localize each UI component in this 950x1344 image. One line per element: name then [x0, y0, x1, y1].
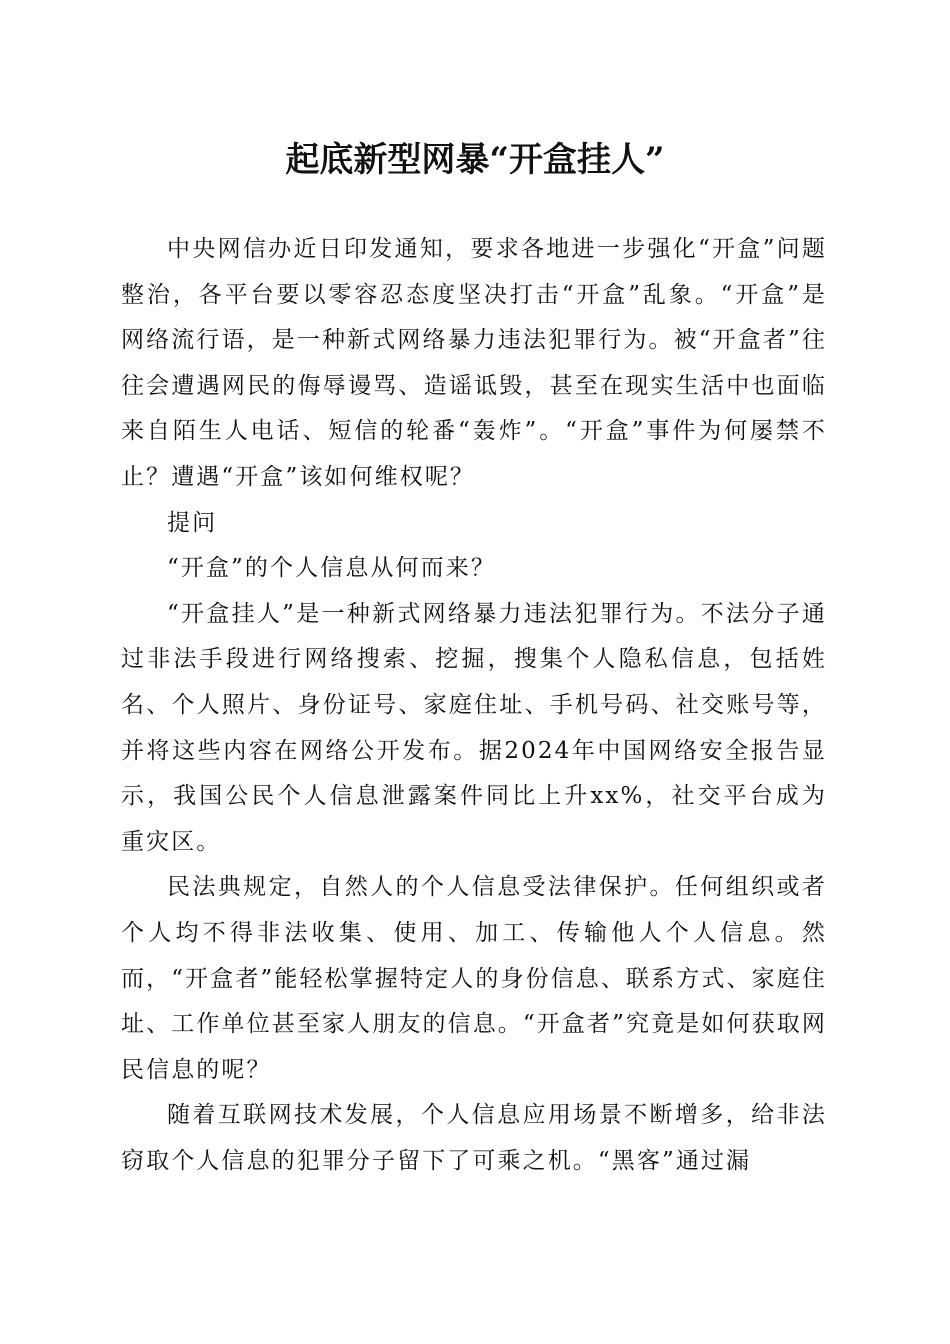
- paragraph-civil-code: 民法典规定，自然人的个人信息受法律保护。任何组织或者个人均不得非法收集、使用、加工、传输他人个人信息。然而，“开盒者”能轻松掌握特定人的身份信息、联系方式、家庭住址、工作单位甚至家人朋友的信息。“开盒者”究竟是如何获取网民信息的呢？: [121, 874, 827, 1083]
- document-body: [121, 227, 827, 1184]
- paragraph-internet: 随着互联网技术发展，个人信息应用场景不断增多，给非法窃取个人信息的犯罪分子留下了可乘之机。“黑客”通过漏: [121, 1102, 827, 1174]
- paragraph-question: “开盒”的个人信息从何而来？: [167, 555, 496, 582]
- document-title: 起底新型网暴“开盒挂人”: [285, 140, 665, 180]
- paragraph-question-label: 提问: [167, 509, 218, 536]
- paragraph-intro: 中央网信办近日印发通知，要求各地进一步强化“开盒”问题整治，各平台要以零容忍态度坚决打击“开盒”乱象。“开盒”是网络流行语，是一种新式网络暴力违法犯罪行为。被“开盒者”往往会遭遇网民的侮辱谩骂、造谣诋毁，甚至在现实生活中也面临来自陌生人电话、短信的轮番“轰炸”。“开盒”事件为何屡禁不止？遭遇“开盒”该如何维权呢？: [121, 236, 827, 490]
- paragraph-definition: “开盒挂人”是一种新式网络暴力违法犯罪行为。不法分子通过非法手段进行网络搜索、挖掘，搜集个人隐私信息，包括姓名、个人照片、身份证号、家庭住址、手机号码、社交账号等，并将这些内容在网络公开发布。据2024年中国网络安全报告显示，我国公民个人信息泄露案件同比上升xx%，社交平台成为重灾区。: [121, 600, 827, 855]
